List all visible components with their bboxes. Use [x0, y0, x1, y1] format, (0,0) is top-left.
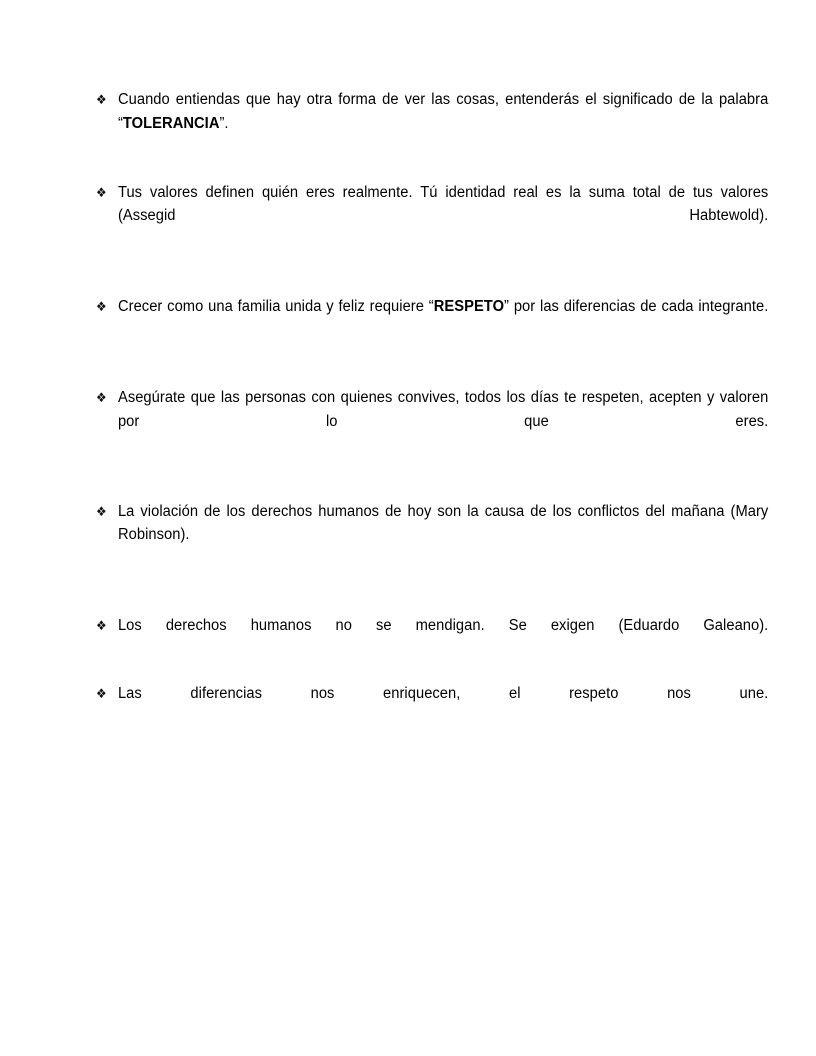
list-item	[96, 386, 768, 457]
list-item	[96, 181, 768, 252]
list-item	[96, 88, 768, 159]
list-item	[96, 500, 768, 571]
bullet-list	[96, 88, 769, 729]
diamond-star-bullet-icon: ❖	[96, 686, 107, 701]
diamond-star-bullet-icon: ❖	[96, 503, 107, 519]
list-item-text	[118, 181, 768, 252]
diamond-star-bullet-icon: ❖	[96, 618, 107, 633]
text-run: Cuando entiendas que hay otra forma de ver las cosas, entenderás el significado de la palabra “	[117, 91, 769, 132]
text-run: La violación de los derechos humanos de hoy son la causa de los conflictos del mañana (Mary Robinson).	[117, 502, 769, 543]
text-run: ”.	[219, 114, 229, 132]
list-item-text	[118, 386, 768, 457]
list-item-text	[118, 88, 768, 159]
list-item-text	[118, 500, 768, 571]
list-item-text	[118, 614, 768, 661]
diamond-star-bullet-icon: ❖	[96, 184, 107, 200]
diamond-star-bullet-icon: ❖	[96, 390, 107, 405]
emphasized-term: RESPETO	[433, 298, 505, 315]
list-item	[96, 295, 768, 342]
list-item	[96, 682, 768, 729]
text-run: Las diferencias nos enriquecen, el respeto nos une.	[117, 685, 769, 702]
text-run: Los derechos humanos no se mendigan. Se exigen (Eduardo Galeano).	[117, 617, 769, 634]
list-item-text	[118, 295, 768, 342]
text-run: Crecer como una familia unida y feliz requiere “	[117, 298, 434, 315]
diamond-star-bullet-icon: ❖	[96, 299, 107, 314]
list-item-text	[118, 682, 768, 729]
text-run: Asegúrate que las personas con quienes convives, todos los días te respeten, acepten y valoren por lo que eres.	[117, 389, 769, 430]
emphasized-term: TOLERANCIA	[122, 114, 220, 132]
list-item	[96, 614, 768, 661]
text-run: Tus valores definen quién eres realmente. Tú identidad real es la suma total de tus valores (Assegid Habtewold).	[117, 183, 769, 224]
text-run: ” por las diferencias de cada integrante.	[504, 298, 769, 315]
diamond-star-bullet-icon: ❖	[96, 92, 107, 107]
